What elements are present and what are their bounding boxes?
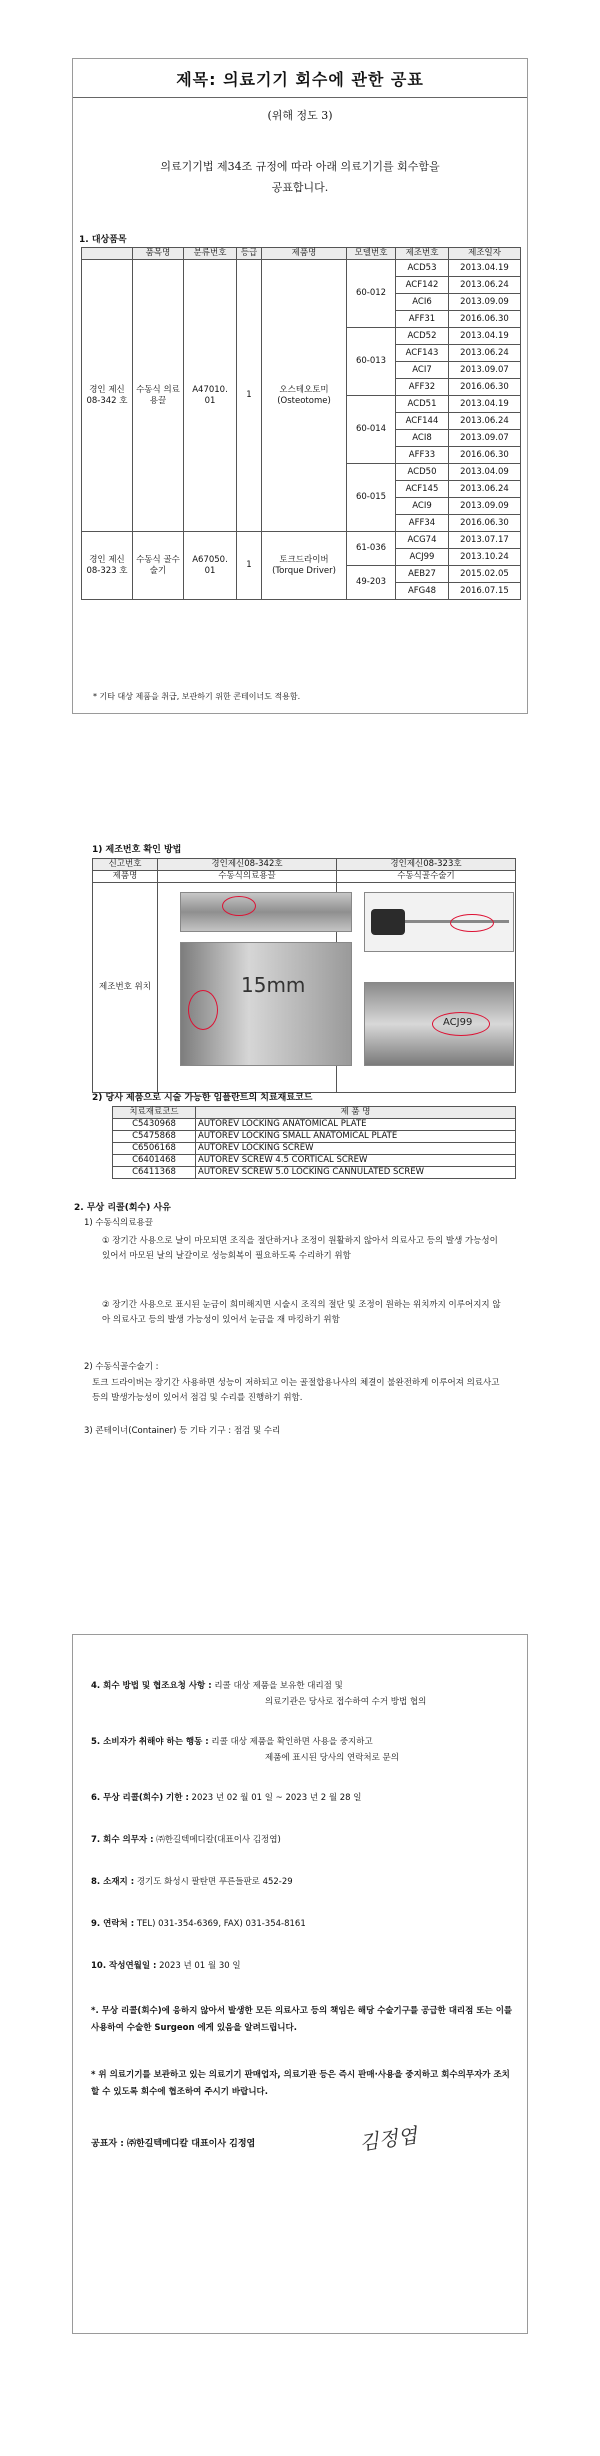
section-9 xyxy=(91,1917,513,1932)
manufacture-date: 2016.06.30 xyxy=(449,311,521,328)
table-header-cell: 품목명 xyxy=(133,248,184,260)
implant-name: AUTOREV LOCKING SCREW xyxy=(196,1143,516,1155)
product-name-en: (Torque Driver) xyxy=(272,565,336,576)
id-loc-label: 제조번호 위치 xyxy=(93,883,158,1093)
manufacture-date: 2013.06.24 xyxy=(449,481,521,498)
table-header-cell: 제조일자 xyxy=(449,248,521,260)
section-9-text: TEL) 031-354-6369, FAX) 031-354-8161 xyxy=(136,1919,306,1929)
manufacture-date: 2016.06.30 xyxy=(449,447,521,464)
implant-code: C5475868 xyxy=(113,1131,196,1143)
section-8-text: 경기도 화성시 팔탄면 푸른들판로 452-29 xyxy=(136,1877,293,1887)
implant-header-code: 치료재료코드 xyxy=(113,1107,196,1119)
implant-code: C6411368 xyxy=(113,1167,196,1179)
notice-title: 제목: 의료기기 회수에 관한 공표 xyxy=(176,70,424,89)
implant-code-table xyxy=(112,1106,516,1179)
osteotome-photo-top xyxy=(180,892,352,932)
representative-signature: 김정엽 xyxy=(357,2123,419,2155)
manufacture-date: 2013.04.19 xyxy=(449,396,521,413)
notice-page-2 xyxy=(72,842,528,1544)
manufacture-date: 2016.06.30 xyxy=(449,515,521,532)
section-6-text: 2023 년 02 월 01 일 ~ 2023 년 2 월 28 일 xyxy=(191,1793,362,1803)
section-8 xyxy=(91,1875,513,1890)
lot-number: ACD51 xyxy=(396,396,449,413)
product-code: A67050. 01 xyxy=(184,532,237,600)
section-target-items: 1. 대상품목 xyxy=(79,235,127,245)
implant-row xyxy=(113,1155,516,1167)
implant-name: AUTOREV SCREW 4.5 CORTICAL SCREW xyxy=(196,1155,516,1167)
lot-row xyxy=(82,260,521,277)
reason-2-text: 토크 드라이버는 장기간 사용하면 성능이 저하되고 이는 골절합용나사의 체결이 불완전하게 이루어져 의료사고 등의 발생가능성이 있어서 점검 및 수리를 진행하기 위함. xyxy=(92,1378,500,1403)
product-name xyxy=(262,532,347,600)
lot-circle-marker xyxy=(222,896,256,916)
lot-number: ACF145 xyxy=(396,481,449,498)
lot-number: ACI8 xyxy=(396,430,449,447)
model-number: 60-013 xyxy=(347,328,396,396)
lot-number: ACF143 xyxy=(396,345,449,362)
product-license: 경인 제신 08-342 호 xyxy=(82,260,133,532)
manufacture-date: 2013.04.09 xyxy=(449,464,521,481)
implant-name: AUTOREV SCREW 5.0 LOCKING CANNULATED SCREW xyxy=(196,1167,516,1179)
id-row-label: 제품명 xyxy=(93,871,158,883)
product-item: 수동식 의료용끌 xyxy=(133,260,184,532)
id-product-1: 수동식의료용끌 xyxy=(158,871,337,883)
model-number: 49-203 xyxy=(347,566,396,600)
implant-row xyxy=(113,1119,516,1131)
lot-number: ACF142 xyxy=(396,277,449,294)
table-header-cell: 모델번호 xyxy=(347,248,396,260)
section-10 xyxy=(91,1959,513,1974)
manufacture-date: 2013.09.07 xyxy=(449,362,521,379)
lot-number: ACG74 xyxy=(396,532,449,549)
model-number: 60-012 xyxy=(347,260,396,328)
manufacture-date: 2013.09.09 xyxy=(449,498,521,515)
implant-row xyxy=(113,1143,516,1155)
title-divider xyxy=(73,97,527,98)
lot-number: ACI6 xyxy=(396,294,449,311)
product-grade: 1 xyxy=(237,532,262,600)
cooperation-notice: * 위 의료기기를 보관하고 있는 의료기기 판매업자, 의료기관 등은 즉시 판매·사용을 중지하고 회수의무자가 조치할 수 있도록 회수에 협조하여 주시기 바랍니다. xyxy=(91,2070,510,2097)
manufacture-date: 2013.06.24 xyxy=(449,413,521,430)
manufacture-date: 2013.09.07 xyxy=(449,430,521,447)
implant-row xyxy=(113,1131,516,1143)
lot-circle-marker xyxy=(188,990,218,1030)
implant-row xyxy=(113,1167,516,1179)
product-name-en: (Osteotome) xyxy=(277,395,331,406)
reason-1-title: 1) 수동식의료용끌 xyxy=(84,1218,153,1228)
lot-number: AFF32 xyxy=(396,379,449,396)
section-8-label: 8. 소재지 : xyxy=(91,1877,135,1887)
section-10-text: 2023 년 01 월 30 일 xyxy=(159,1961,241,1971)
manufacture-date: 2013.04.19 xyxy=(449,260,521,277)
lot-number: ACD53 xyxy=(396,260,449,277)
table-header-cell: 분류번호 xyxy=(184,248,237,260)
product-name-ko: 오스테오토미 xyxy=(279,384,329,395)
lot-row xyxy=(82,532,521,549)
lot-number: ACF144 xyxy=(396,413,449,430)
implant-header-name: 제 품 명 xyxy=(196,1107,516,1119)
section-4-text-2: 의료기관은 당사로 접수하여 수거 방법 협의 xyxy=(265,1697,427,1707)
container-footnote: * 기타 대상 제품을 취급, 보관하기 위한 콘테이너도 적용함. xyxy=(93,692,301,701)
lot-number: AEB27 xyxy=(396,566,449,583)
reason-3: 3) 콘테이너(Container) 등 기타 기구 : 점검 및 수리 xyxy=(84,1426,281,1436)
manufacture-date: 2013.10.24 xyxy=(449,549,521,566)
intro-text xyxy=(103,156,497,198)
manufacture-date: 2015.02.05 xyxy=(449,566,521,583)
model-number: 60-015 xyxy=(347,464,396,532)
manufacture-date: 2013.07.17 xyxy=(449,532,521,549)
implant-name: AUTOREV LOCKING SMALL ANATOMICAL PLATE xyxy=(196,1131,516,1143)
implant-code: C6506168 xyxy=(113,1143,196,1155)
section-5-label: 5. 소비자가 취해야 하는 행동 : xyxy=(91,1737,209,1747)
implant-code: C6401468 xyxy=(113,1155,196,1167)
ruler-mark-text: 15mm xyxy=(241,973,306,997)
lot-number: ACD50 xyxy=(396,464,449,481)
section-5-text-1: 리콜 대상 제품을 확인하면 사용을 중지하고 xyxy=(211,1737,373,1747)
lot-check-heading: 1) 제조번호 확인 방법 xyxy=(92,845,182,855)
lot-number: ACI7 xyxy=(396,362,449,379)
table-header-cell: 제품명 xyxy=(262,248,347,260)
table-header-row xyxy=(82,248,521,260)
id-product-2: 수동식골수술기 xyxy=(337,871,516,883)
product-grade: 1 xyxy=(237,260,262,532)
reason-1b: ② 장기간 사용으로 표시된 눈금이 희미해지면 시술시 조직의 절단 및 조정이 원하는 위치까지 이루어지지 않아 의료사고 등의 발생 가능성이 있어서 눈금을 재 마킹하기 위함 xyxy=(102,1300,501,1325)
lot-number: ACD52 xyxy=(396,328,449,345)
lot-circle-marker xyxy=(432,1012,490,1036)
table-header-cell xyxy=(82,248,133,260)
section-4-label: 4. 회수 방법 및 협조요청 사항 : xyxy=(91,1681,212,1691)
section-7-label: 7. 회수 의무자 : xyxy=(91,1835,154,1845)
intro-line-1: 의료기기법 제34조 규정에 따라 아래 의료기기를 회수함을 xyxy=(160,160,440,173)
table-header-cell: 등급 xyxy=(237,248,262,260)
manufacture-date: 2013.04.19 xyxy=(449,328,521,345)
section-6-label: 6. 무상 리콜(회수) 기한 : xyxy=(91,1793,189,1803)
manufacture-date: 2016.07.15 xyxy=(449,583,521,600)
section-5-text-2: 제품에 표시된 당사의 연락처로 문의 xyxy=(265,1753,399,1763)
lot-number: ACJ99 xyxy=(396,549,449,566)
hazard-level: (위해 정도 3) xyxy=(267,109,333,122)
recall-reason-heading: 2. 무상 리콜(회수) 사유 xyxy=(74,1203,171,1213)
lot-number: AFG48 xyxy=(396,583,449,600)
intro-line-2: 공표합니다. xyxy=(271,181,329,194)
section-4 xyxy=(91,1679,513,1694)
section-9-label: 9. 연락처 : xyxy=(91,1919,135,1929)
reason-1a: ① 장기간 사용으로 날이 마모되면 조직을 절단하거나 조정이 원활하지 않아서 의료사고 등의 발생 가능성이 있어서 마모된 날의 날갈이로 성능회복이 필요하도록 수리하기 위함 xyxy=(102,1236,498,1261)
lot-number: AFF31 xyxy=(396,311,449,328)
section-7-text: ㈜한길텍메디칼(대표이사 김정엽) xyxy=(156,1835,281,1845)
lot-number: AFF33 xyxy=(396,447,449,464)
lot-number: ACI9 xyxy=(396,498,449,515)
reason-2-title: 2) 수동식골수술기 : xyxy=(84,1362,159,1372)
implant-code-heading: 2) 당사 제품으로 시술 가능한 임플란트의 치료재료코드 xyxy=(92,1093,313,1103)
implant-code: C5430968 xyxy=(113,1119,196,1131)
table-header-cell: 제조번호 xyxy=(396,248,449,260)
model-number: 61-036 xyxy=(347,532,396,566)
lot-circle-marker xyxy=(450,914,494,932)
id-header-product-2: 경인제신08-323호 xyxy=(337,859,516,871)
product-name xyxy=(262,260,347,532)
product-code: A47010. 01 xyxy=(184,260,237,532)
section-5 xyxy=(91,1735,513,1750)
id-header-license: 신고번호 xyxy=(93,859,158,871)
driver-lot-text: ACJ99 xyxy=(443,1017,473,1028)
section-4-text-1: 리콜 대상 제품을 보유한 대리점 및 xyxy=(214,1681,343,1691)
section-10-label: 10. 작성연월일 : xyxy=(91,1961,157,1971)
notice-page-1 xyxy=(72,58,528,714)
recall-items-table xyxy=(81,247,521,600)
manufacture-date: 2013.09.09 xyxy=(449,294,521,311)
model-number: 60-014 xyxy=(347,396,396,464)
implant-name: AUTOREV LOCKING ANATOMICAL PLATE xyxy=(196,1119,516,1131)
notice-page-3 xyxy=(72,1634,528,2334)
section-7 xyxy=(91,1833,513,1848)
product-item: 수동식 골수술기 xyxy=(133,532,184,600)
product-name-ko: 토크드라이버 xyxy=(279,554,329,565)
manufacture-date: 2016.06.30 xyxy=(449,379,521,396)
section-6 xyxy=(91,1791,513,1806)
product-license: 경인 제신 08-323 호 xyxy=(82,532,133,600)
manufacture-date: 2013.06.24 xyxy=(449,345,521,362)
manufacture-date: 2013.06.24 xyxy=(449,277,521,294)
publisher-line: 공표자 : ㈜한길텍메디칼 대표이사 김정엽 xyxy=(91,2139,256,2149)
id-header-product-1: 경인제신08-342호 xyxy=(158,859,337,871)
liability-notice: *. 무상 리콜(회수)에 응하지 않아서 발생한 모든 의료사고 등의 책임은 해당 수술기구를 공급한 대리점 또는 이를 사용하여 수술한 Surgeon 에게 있음을 알려드립니다. xyxy=(91,2006,513,2033)
lot-number: AFF34 xyxy=(396,515,449,532)
driver-handle-shape xyxy=(371,909,405,935)
